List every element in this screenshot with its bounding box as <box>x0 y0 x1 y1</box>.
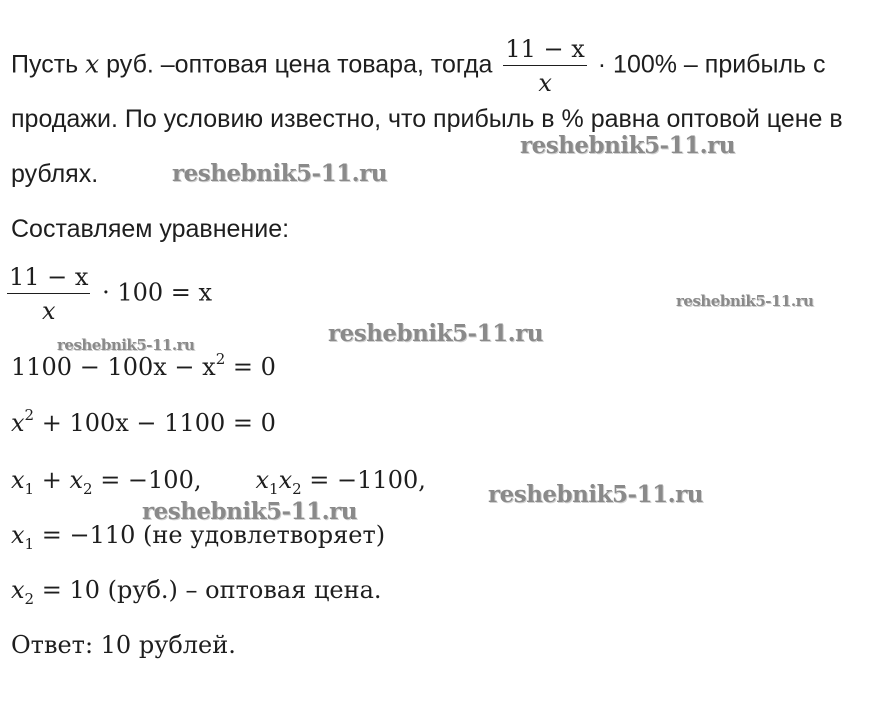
vieta-product: = −1100, <box>301 466 426 494</box>
intro-line-3: рублях. <box>11 160 99 188</box>
equation-1-rest: · 100 = x <box>94 278 213 307</box>
variable-x: x <box>85 49 100 79</box>
root-2-value: = 10 (руб.) – оптовая цена. <box>34 576 382 604</box>
fraction-denominator: x <box>538 69 552 97</box>
equation-3-var: x <box>11 409 25 437</box>
equation-fraction-numerator: 11 − x <box>7 262 90 294</box>
watermark: reshebnik5-11.ru <box>142 498 357 525</box>
equation-2 <box>11 352 276 382</box>
equation-heading: Составляем уравнение: <box>11 215 290 243</box>
watermark: reshebnik5-11.ru <box>676 292 814 310</box>
root-1-x: x <box>11 521 25 549</box>
watermark: reshebnik5-11.ru <box>172 160 387 187</box>
intro-line-2: продажи. По условию известно, что прибыль в % равна оптовой цене в <box>11 105 843 133</box>
equation-3-rest: + 100x − 1100 = 0 <box>34 409 276 437</box>
equation-1 <box>7 262 212 326</box>
profit-fraction <box>503 34 586 98</box>
root-2 <box>11 575 382 608</box>
equation-2-exponent: 2 <box>215 350 226 368</box>
vieta-sub2: 2 <box>83 480 93 498</box>
vieta-x2: x <box>69 466 84 494</box>
watermark: reshebnik5-11.ru <box>328 320 543 347</box>
watermark: reshebnik5-11.ru <box>57 336 195 354</box>
equation-fraction <box>7 262 90 326</box>
vieta-prod-sub1: 1 <box>269 480 279 498</box>
vieta-sum: = −100, <box>92 466 202 494</box>
equation-fraction-denominator: x <box>41 297 56 325</box>
intro-line-1 <box>11 34 826 98</box>
vieta-sub1: 1 <box>24 480 35 498</box>
equation-3-exponent: 2 <box>24 406 35 424</box>
intro-text-3: · 100% – прибыль с <box>590 50 826 79</box>
answer: Ответ: 10 рублей. <box>11 631 236 659</box>
root-2-x: x <box>11 576 25 604</box>
vieta-x1: x <box>11 466 25 494</box>
root-1-sub: 1 <box>24 535 35 553</box>
vieta-line <box>11 465 426 498</box>
intro-text-2: руб. –оптовая цена товара, тогда <box>99 50 500 79</box>
intro-text-1: Пусть <box>11 50 86 79</box>
watermark: reshebnik5-11.ru <box>520 132 735 159</box>
fraction-numerator: 11 − x <box>503 34 586 66</box>
root-1-value: = −110 (не удовлетворяет) <box>34 521 386 549</box>
equation-3 <box>11 408 276 438</box>
root-2-sub: 2 <box>24 590 35 608</box>
vieta-prod-x1: x <box>255 466 270 494</box>
equation-2-left: 1100 − 100x − x <box>11 353 216 381</box>
vieta-prod-sub2: 2 <box>292 480 302 498</box>
watermark: reshebnik5-11.ru <box>488 481 703 508</box>
vieta-plus: + <box>34 466 70 494</box>
equation-2-right: = 0 <box>225 353 276 381</box>
vieta-prod-x2: x <box>278 466 293 494</box>
